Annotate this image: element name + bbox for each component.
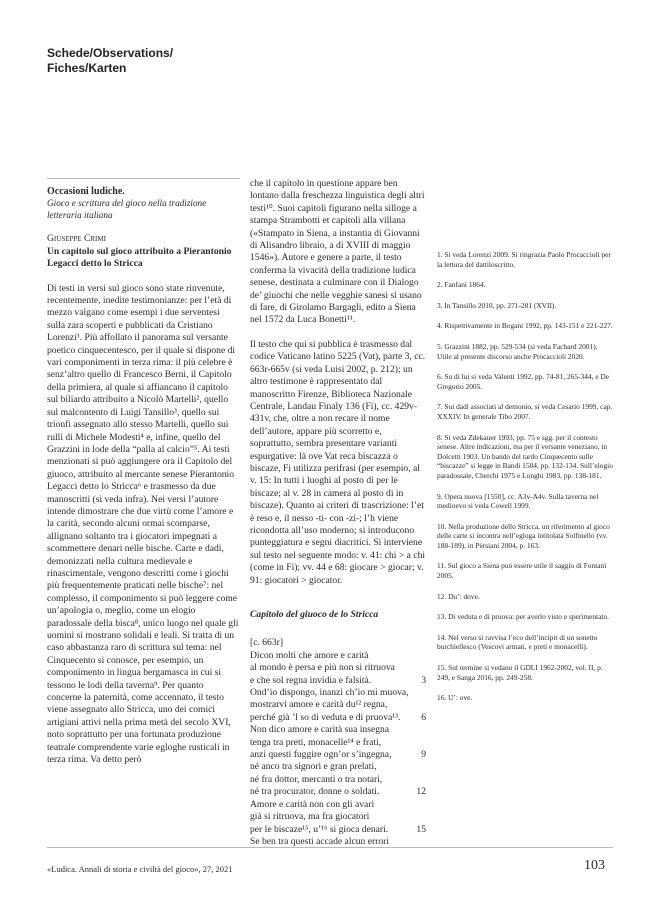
verse-text: perché già ’l so di veduta e di pruova¹³. (250, 711, 401, 723)
body-paragraph: Di testi in versi sul gioco sono state rinvenute, recentemente, inedite testimonianze: per l’età di mezzo valgano come esempi i due serventesi sulla zara scoperti e pubblicati da Cristiano Lorenzi¹. Più affollato il panorama sul versante poetico cinquecentesco, per il quale si dispone di vari componimenti in terza rima: il più celebre è senz’altro quello di Francesco Berni, il Capitolo della primiera, al quale si affiancano il capitolo sul biliardo attribuito a Nicolò Martelli², quello sul malcontento di Luigi Tansillo³, quello sui trionfi assegnato allo stesso Martelli, quello sui rulli di Michele Modesti⁴ e, infine, quello del Grazzini in lode della “palla al calcio”⁵. Ai testi menzionati si può aggiungere ora il Capitolo del giuoco, attribuito al mercante senese Pierantonio Legacci detto lo Stricca⁶ e trasmesso da due manoscritti (si veda infra). Nei versi l’autore intende dimostrare che due virtù come l’amore e la carità, secondo alcuni ormai scomparse, allignano soltanto tra i giocatori impegnati a scommettere denari nelle bische. Carte e dadi, demonizzati nella cultura medievale e rinascimentale, vengono descritti come i giochi più frequentemente praticati nelle bische⁷: nel complesso, il componimento si può leggere come un’apologia o, meglio, come un elogio paradossale della bisca⁸, unico luogo nel quale gli uomini si mostrano solidali e leali. Si tratta di un caso abbastanza raro di scrittura sul tema: nel Cinquecento si conosce, per esempio, un componimento in lingua bergamasca in cui si tessono le lodi della taverna⁹. Per quanto concerne la paternità, come accennato, il testo viene assegnato allo Stricca, uno dei comici artigiani attivi nella prima metà del secolo XVI, noto soprattutto per una fortunata produzione teatrale comprendente varie egloghe rusticali in terza rima. Va detto però (47, 282, 239, 766)
verse-number: 15 (416, 823, 426, 835)
verse-line (250, 774, 426, 786)
verse-number: 12 (416, 786, 426, 798)
verse-text: mostrarvi amore e carità du¹² regna, (250, 699, 388, 711)
footnote: 3. In Tansillo 2010, pp. 271-281 (XVII). (437, 300, 557, 310)
verse-text: e che sol regna invidia e falsità. (250, 674, 372, 686)
verse-text: Dicon molti che amore e carità (250, 649, 369, 661)
column-1 (47, 186, 240, 766)
footnotes-list (437, 250, 613, 703)
footnote: 4. Rispettivamente in Bogani 1992, pp. 143-151 e 221-227. (437, 321, 613, 331)
rubric-title: Occasioni ludiche. (47, 186, 125, 197)
verse-line (250, 650, 426, 662)
footnote: 1. Si veda Lorenzi 2009. Si ringrazia Paolo Procaccioli per la lettura del dattiloscritto. (437, 250, 611, 269)
poem-verses (250, 650, 426, 849)
verse-text: per le biscaze¹⁵, u’¹⁶ si gioca denari. (250, 823, 389, 835)
article-title: Un capitolo sul gioco attribuito a Pierantonio Legacci detto lo Stricca (47, 245, 232, 270)
verse-line (250, 737, 426, 749)
verse-line (250, 662, 426, 674)
verse-line (250, 749, 426, 761)
footnote: 5. Grazzini 1882, pp. 529-534 (si veda Fachard 2001). Utile al presente discorso anche Procaccioli 2020. (437, 341, 598, 361)
verse-text: Ond’io dispongo, inanzi ch’io mi muova, (250, 687, 409, 699)
section-header-line2: Fiches/Karten (47, 61, 127, 75)
verse-line (250, 786, 426, 798)
verse-line (250, 824, 426, 836)
footnote: 8. Si veda Zdekauer 1993, pp. 75 e sgg. per il contesto senese. Altre indicazioni, ma per il versante veneziano, in Dolcetti 1903. Un bando del tardo Cinquecento sulle “biscazze” si legge in Bandi 1584, pp. 132-134. Sull’elogio paradossale, Cherchi 1975 e Longhi 1983, pp. 138-181. (437, 432, 613, 480)
footnote: 16. U’: ove. (437, 693, 473, 703)
verse-text: tenga tra preti, monacelle¹⁴ e frati, (250, 736, 382, 748)
rubric-subtitle: Gioco e scrittura del gioco nella tradizione letteraria italiana (47, 198, 207, 220)
verse-line (250, 712, 426, 724)
verse-text: già si ritruova, ma fra giocatori (250, 811, 370, 823)
column1-top-rule (47, 178, 240, 179)
footnote: 13. Di veduta e di pruova: per averlo visto e sperimentato. (437, 612, 609, 622)
poem-title: Capitolo del giuoco de lo Stricca (250, 609, 379, 620)
verse-text: né anco tra signori e gran prelati, (250, 761, 377, 773)
verse-line (250, 761, 426, 773)
footnote: 6. Su di lui si veda Valenti 1992, pp. 74-81, 265-344, e De Gregorio 2005. (437, 372, 610, 391)
verse-text: né tra procurator, donne o soldati. (250, 786, 380, 798)
section-header (47, 46, 247, 76)
verse-text: Amore e carità non con gli avari (250, 798, 375, 810)
verse-number: 3 (421, 674, 426, 686)
footnote: 2. Fanfani 1864. (437, 280, 486, 290)
verse-number: 9 (421, 749, 426, 761)
verse-line (250, 799, 426, 811)
folio-marker: [c. 663r] (250, 637, 284, 649)
verse-text: anzi questi fuggire ogn’or s’ingegna, (250, 749, 392, 761)
footer-journal: «Ludica. Annali di storia e civiltà del gioco», 27, 2021 (47, 864, 233, 874)
footnote: 11. Sul gioco a Siena può essere utile il saggio di Fontani 2005. (437, 561, 607, 581)
footnote: 12. Du’: dove. (437, 591, 480, 601)
verse-line (250, 724, 426, 736)
verse-text: né fra dottor, mercanti o tra notari, (250, 773, 383, 785)
verse-text: Se ben tra questi accade alcun errori (250, 835, 390, 847)
article-author: Giuseppe Crimi (47, 233, 106, 245)
verse-line (250, 687, 426, 699)
footnote: 15. Sul termine si vedano il GDLI 1962-2002, vol. II, p. 249, e Sanga 2016, pp. 249-258. (437, 663, 603, 682)
page-number: 103 (584, 858, 605, 873)
verse-text: Non dico amore e carità sua insegna (250, 724, 390, 736)
column-2 (250, 178, 426, 848)
body-paragraph: che il capitolo in questione appare ben lontano dalla freschezza linguistica degli altri testi¹⁰. Suoi capitoli figurano nella silloge a stampa Strambotti et capitoli alla villana («Stampato in Siena, a instantia di Giovanni di Alisandro libraio, a di XVIII di maggio 1546»). Autore e genere a parte, il testo conferma la vivacità della tradizione ludica senese, destinata a culminare con il Dialogo de’ giuochi che nelle vegghie sanesi si usano di fare, di Girolamo Bargagli, edito a Siena nel 1572 da Luca Bonetti¹¹. (250, 178, 425, 326)
verse-line (250, 699, 426, 711)
verse-text: al mondo è persa e più non si ritruova (250, 662, 395, 674)
footnote: 14. Nel verso si ravvisa l’eco dell’incipit di un sonetto burchiellesco (Vescovi armati, e preti e monacelli). (437, 632, 598, 652)
footnotes-column (437, 250, 613, 714)
section-header-line1: Schede/Observations/ (47, 46, 174, 60)
footer-rule (47, 847, 613, 848)
verse-line (250, 675, 426, 687)
verse-line (250, 811, 426, 823)
footnote: 10. Nella produzione dello Stricca, un riferimento al gioco delle carte si incontra nell’egloga intitolata Solfinello (vv. 188-189), in Pèrsiani 2004, p. 163. (437, 521, 610, 550)
verse-number: 6 (421, 711, 426, 723)
footnote: 9. Opera nuova [1550], cc. A3v-A4v. Sulla taverna nel medioevo si veda Cowell 1999. (437, 491, 599, 511)
footnote: 7. Sui dadi associati al demonio, si veda Cesario 1999, cap. XXXIV. In generale Tibo 2007. (437, 402, 613, 421)
body-paragraph: Il testo che qui si pubblica è trasmesso dal codice Vaticano latino 5225 (Vat), parte 3, cc. 663r-665v (si veda Luisi 2002, p. 212); un altro testimone è rappresentato dal manoscritto Firenze, Biblioteca Nazionale Centrale, Landau Finaly 136 (Fi), cc. 429v-431v, che, oltre a non recare il nome dell’autore, appare più scorretto e, soprattutto, sembra presentare varianti espurgative: là ove Vat reca biscazza o biscaze, Fi utilizza perifrasi (per esempio, al v. 15: In tutti i luoghi al posto di per le biscaze; al v. 28 in camera al posto di in biscaze). Quanto ai criteri di trascrizione: l’et è reso e, il nesso -ti- con -zi-; l’h viene ricondotta all’uso moderno; si introducono punteggiatura e segni diacritici. Si interviene sul testo nel seguente modo: v. 41: chi > a chi (come in Fi); vv. 44 e 68: giocare > giocar; v. 91: giocatori > giocator. (250, 338, 426, 586)
